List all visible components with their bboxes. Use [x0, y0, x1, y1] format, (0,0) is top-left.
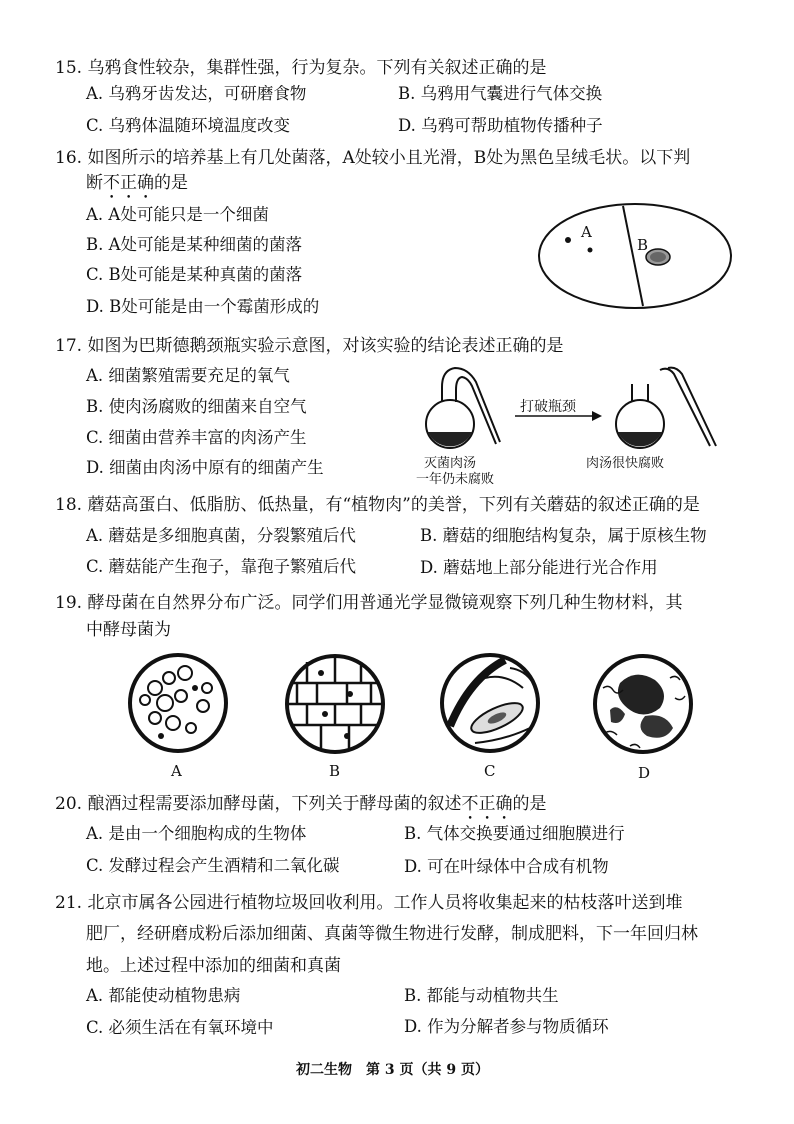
q17-option-b: B. 使肉汤腐败的细菌来自空气 — [86, 397, 307, 416]
q20-option-a: A. 是由一个细胞构成的生物体 — [86, 824, 307, 843]
q15-option-d: D. 乌鸦可帮助植物传播种子 — [398, 116, 603, 135]
q15-stem: 15. 乌鸦食性较杂，集群性强，行为复杂。下列有关叙述正确的是 — [55, 58, 547, 78]
q18-option-a: A. 蘑菇是多细胞真菌，分裂繁殖后代 — [86, 526, 356, 545]
view-a-label: A — [171, 762, 182, 780]
view-b-plant-cells — [287, 656, 383, 752]
q16-stem: 16. 如图所示的培养基上有几处菌落，A处较小且光滑，B处为黑色呈绒毛状。以下判 — [55, 148, 691, 168]
colony-b-label: B — [637, 236, 649, 254]
q20-option-d: D. 可在叶绿体中合成有机物 — [404, 857, 609, 876]
q20-emphasis: 不正确 — [461, 794, 513, 814]
q18-option-d: D. 蘑菇地上部分能进行光合作用 — [420, 558, 658, 577]
q20-stem-pre: 20. 酿酒过程需要添加酵母菌，下列关于酵母菌的叙述 — [55, 794, 462, 814]
q19-stem-line2: 中酵母菌为 — [86, 620, 171, 640]
break-neck-label: 打破瓶颈 — [520, 399, 576, 415]
page-footer: 初二生物 第 3 页（共 9 页） — [296, 1062, 489, 1078]
view-c-protist — [442, 655, 538, 751]
view-b-label: B — [329, 762, 341, 780]
q20-stem — [55, 794, 546, 824]
q18-stem: 18. 蘑菇高蛋白、低脂肪、低热量，有“植物肉”的美誉，下列有关蘑菇的叙述正确的是 — [55, 495, 700, 515]
q20-stem-post: 的是 — [512, 794, 547, 814]
sterile-broth-caption: 灭菌肉汤 — [424, 456, 477, 471]
q17-option-c: C. 细菌由营养丰富的肉汤产生 — [86, 428, 307, 447]
q21-stem-line2: 肥厂，经研磨成粉后添加细菌、真菌等微生物进行发酵，制成肥料，下一年回归林 — [86, 924, 698, 944]
q16-stem2-post: 的是 — [154, 173, 188, 193]
q21-option-c: C. 必须生活在有氧环境中 — [86, 1018, 274, 1037]
q21-option-b: B. 都能与动植物共生 — [404, 986, 559, 1005]
q16-stem-line2 — [86, 173, 188, 203]
q17-option-d: D. 细菌由肉汤中原有的细菌产生 — [86, 458, 324, 477]
q21-stem-line3: 地。上述过程中添加的细菌和真菌 — [86, 956, 341, 976]
q17-stem: 17. 如图为巴斯德鹅颈瓶实验示意图，对该实验的结论表述正确的是 — [55, 336, 564, 356]
quick-spoil-caption: 肉汤很快腐败 — [586, 456, 665, 471]
q21-option-a: A. 都能使动植物患病 — [86, 986, 241, 1005]
q16-stem2-pre: 断 — [86, 173, 103, 193]
q16-option-a: A. A处可能只是一个细菌 — [86, 205, 269, 224]
q18-option-c: C. 蘑菇能产生孢子，靠孢子繁殖后代 — [86, 557, 357, 576]
view-a-yeast — [130, 655, 226, 751]
view-d-label: D — [638, 764, 651, 782]
q15-option-a: A. 乌鸦牙齿发达，可研磨食物 — [86, 84, 307, 103]
q15-option-b: B. 乌鸦用气囊进行气体交换 — [398, 84, 603, 103]
q21-stem: 21. 北京市属各公园进行植物垃圾回收利用。工作人员将收集起来的枯枝落叶送到堆 — [55, 893, 683, 913]
colony-a-label: A — [581, 223, 592, 241]
q20-option-c: C. 发酵过程会产生酒精和二氧化碳 — [86, 856, 340, 875]
no-spoil-caption: 一年仍未腐败 — [416, 472, 495, 487]
q16-option-b: B. A处可能是某种细菌的菌落 — [86, 235, 303, 254]
q20-option-b: B. 气体交换要通过细胞膜进行 — [404, 824, 625, 843]
q15-option-c: C. 乌鸦体温随环境温度改变 — [86, 116, 291, 135]
q16-option-c: C. B处可能是某种真菌的菌落 — [86, 265, 303, 284]
petri-dish-figure — [535, 200, 735, 312]
q16-option-d: D. B处可能是由一个霉菌形成的 — [86, 297, 320, 316]
q21-option-d: D. 作为分解者参与物质循环 — [404, 1017, 609, 1036]
q18-option-b: B. 蘑菇的细胞结构复杂，属于原核生物 — [420, 526, 707, 545]
q17-option-a: A. 细菌繁殖需要充足的氧气 — [86, 366, 290, 385]
q16-emphasis: 不正确 — [103, 173, 154, 193]
microscope-views-figure — [125, 648, 695, 760]
view-d-dark-cells — [595, 656, 691, 752]
q19-stem: 19. 酵母菌在自然界分布广泛。同学们用普通光学显微镜观察下列几种生物材料，其 — [55, 593, 683, 613]
view-c-label: C — [484, 762, 496, 780]
